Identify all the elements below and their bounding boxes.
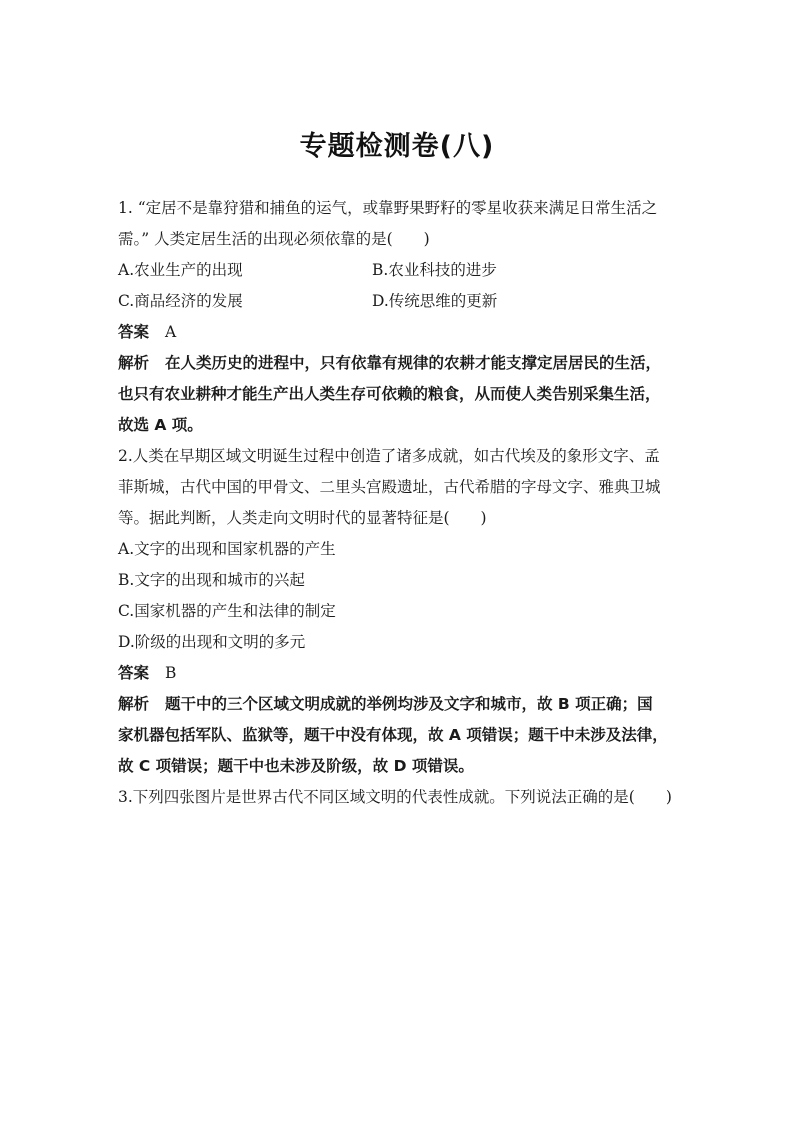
page-title: 专题检测卷(八) — [299, 131, 495, 162]
q1-option-c: C.商品经济的发展 — [118, 292, 243, 310]
q1-options-row-2 — [118, 286, 680, 317]
q1-analysis-text-3: 故选 A 项。 — [118, 416, 203, 434]
q1-answer-label: 答案 — [118, 323, 150, 341]
q1-analysis-text-1: 在人类历史的进程中，只有依靠有规律的农耕才能支撑定居居民的生活， — [165, 354, 662, 372]
q2-analysis-line-1 — [118, 689, 680, 720]
q2-option-b: B.文字的出现和城市的兴起 — [118, 571, 305, 589]
question-content — [118, 193, 680, 813]
q2-analysis-label: 解析 — [118, 695, 150, 713]
q1-analysis-line-1 — [118, 348, 680, 379]
q1-analysis-text-2: 也只有农业耕种才能生产出人类生存可依赖的粮食，从而使人类告别采集生活， — [118, 385, 661, 403]
q1-stem-line-1: 1. “定居不是靠狩猎和捕鱼的运气，或靠野果野籽的零星收获来满足日常生活之 — [118, 199, 658, 217]
q2-stem-line-1: 2.人类在早期区域文明诞生过程中创造了诸多成就，如古代埃及的象形文字、孟 — [118, 447, 660, 465]
q2-option-d: D.阶级的出现和文明的多元 — [118, 633, 306, 651]
q1-option-b: B.农业科技的进步 — [372, 261, 497, 279]
question-2 — [118, 441, 680, 782]
q2-answer-value: B — [165, 664, 177, 682]
q2-stem-line-2: 菲斯城，古代中国的甲骨文、二里头宫殿遗址，古代希腊的字母文字、雅典卫城 — [118, 478, 661, 496]
q2-option-c: C.国家机器的产生和法律的制定 — [118, 602, 336, 620]
q1-stem-line-2: 需。” 人类定居生活的出现必须依靠的是( ) — [118, 230, 430, 248]
q2-analysis-text-3: 故 C 项错误；题干中也未涉及阶级，故 D 项错误。 — [118, 757, 474, 775]
question-1 — [118, 193, 680, 441]
q2-stem-line-3: 等。据此判断，人类走向文明时代的显著特征是( ) — [118, 509, 487, 527]
q2-answer — [118, 658, 680, 689]
q3-stem-line-1: 3.下列四张图片是世界古代不同区域文明的代表性成就。下列说法正确的是( ) — [118, 788, 672, 806]
question-3 — [118, 782, 680, 813]
q1-answer-value: A — [165, 323, 177, 341]
q1-analysis-label: 解析 — [118, 354, 150, 372]
q2-analysis-text-1: 题干中的三个区域文明成就的举例均涉及文字和城市，故 B 项正确；国 — [165, 695, 653, 713]
q2-answer-label: 答案 — [118, 664, 150, 682]
q2-analysis-text-2: 家机器包括军队、监狱等，题干中没有体现，故 A 项错误；题干中未涉及法律， — [118, 726, 668, 744]
q1-option-d: D.传统思维的更新 — [372, 292, 498, 310]
q1-option-a: A.农业生产的出现 — [118, 261, 243, 279]
q1-answer — [118, 317, 680, 348]
q2-option-a: A.文字的出现和国家机器的产生 — [118, 540, 336, 558]
q1-options-row-1 — [118, 255, 680, 286]
